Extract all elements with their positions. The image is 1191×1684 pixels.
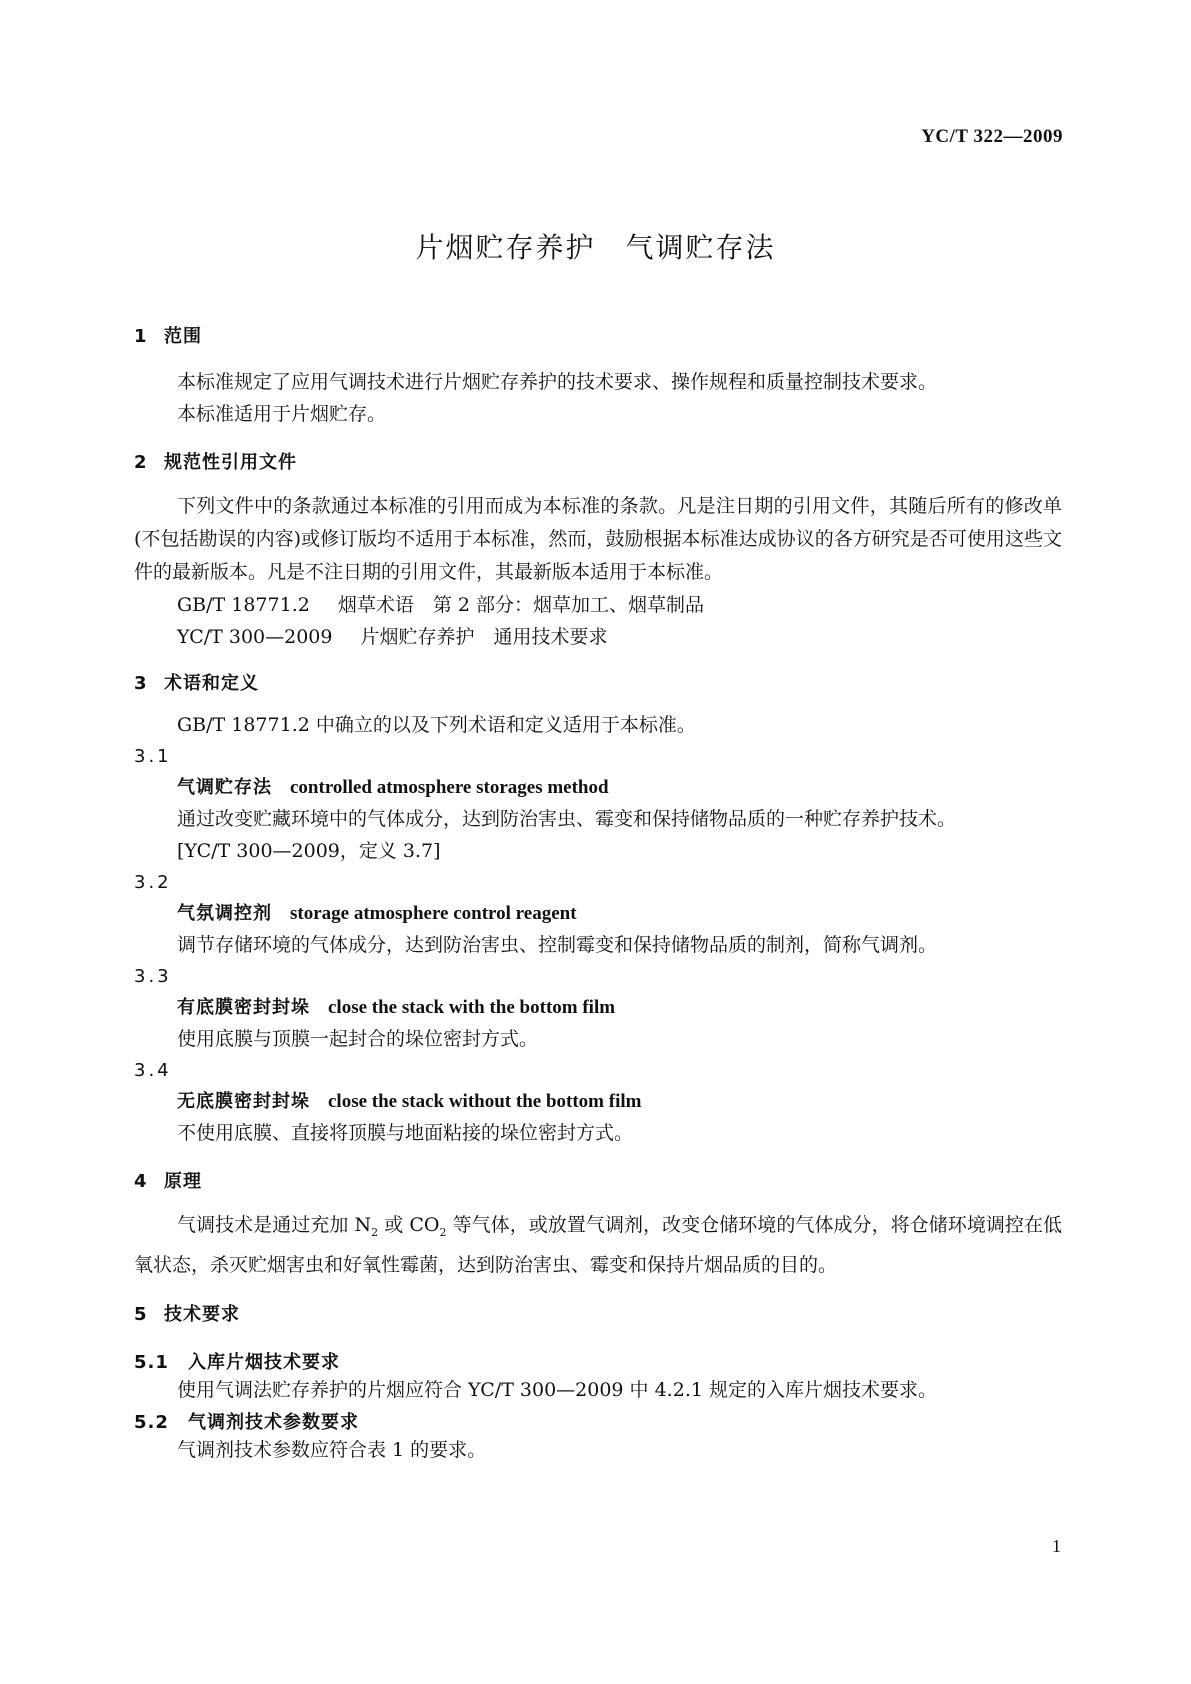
term-definition: 使用底膜与顶膜一起封合的垛位密封方式。 [177,1028,539,1050]
term-zh: 气调贮存法 [177,777,272,798]
term-definition: 通过改变贮藏环境中的气体成分，达到防治害虫、霉变和保持储物品质的一种贮存养护技术。 [177,808,957,830]
subsection-number: 5.1 [134,1351,169,1373]
subsection-text: 使用气调法贮存养护的片烟应符合 YC/T 300—2009 中 4.2.1 规定的入库片烟技术要求。 [177,1378,937,1401]
subsection-number: 5.2 [134,1411,169,1433]
s4-text-c: 等气体，或放置气调剂，改变仓储环境的气体成分，将仓储环境调控在低氧状态，杀灭贮烟害虫和好氧性霉菌，达到防治害虫、霉变和保持片烟品质的目的。 [134,1214,1063,1276]
section-3-heading [134,669,1062,695]
term-number: 3.3 [134,966,172,987]
term-zh: 气氛调控剂 [177,903,272,924]
term-en: storage atmosphere control reagent [290,903,577,924]
s3-intro: GB/T 18771.2 中确立的以及下列术语和定义适用于本标准。 [177,714,696,736]
term-number: 3.2 [134,872,172,893]
title-part-1: 片烟贮存养护 [415,231,596,264]
subscript: 2 [439,1225,447,1239]
s4-paragraph [134,1209,1062,1282]
term-en: close the stack without the bottom film [328,1091,642,1112]
section-number: 2 [134,452,148,473]
section-4-heading [134,1167,1062,1193]
s4-text-b: 或 CO [378,1214,440,1236]
section-number: 4 [134,1171,148,1192]
section-5-heading [134,1300,1062,1326]
subsection-title: 气调剂技术参数要求 [188,1411,359,1433]
section-title: 技术要求 [164,1303,240,1325]
s2-paragraph: 下列文件中的条款通过本标准的引用而成为本标准的条款。凡是注日期的引用文件，其随后所有的修改单(不包括勘误的内容)或修订版均不适用于本标准，然而，鼓励根据本标准达成协议的各方研究是否可使用这些文件的最新版本。凡是不注日期的引用文件，其最新版本适用于本标准。 [134,495,1062,583]
term-zh: 有底膜密封封垛 [177,997,310,1018]
section-title: 术语和定义 [164,673,259,694]
term-en: controlled atmosphere storages method [290,777,609,798]
s1-paragraph-2: 本标准适用于片烟贮存。 [177,403,387,425]
reference-code: GB/T 18771.2 [177,594,310,616]
page-number: 1 [1052,1536,1061,1556]
reference-code: YC/T 300—2009 [177,626,333,648]
term-definition: 调节存储环境的气体成分，达到防治害虫、控制霉变和保持储物品质的制剂，简称气调剂。 [177,934,938,956]
term-heading [134,1086,1062,1117]
section-1-heading [134,322,1062,348]
section-number: 5 [134,1303,148,1325]
title-part-2: 气调贮存法 [625,231,776,264]
term-source: [YC/T 300—2009，定义 3.7] [177,840,441,862]
term-heading [134,898,1062,929]
section-number: 3 [134,673,148,694]
section-title: 范围 [164,326,202,347]
reference-item [134,589,1062,621]
document-body [134,322,1062,1466]
subsection-5-2-heading [134,1408,1062,1434]
document-title [0,226,1191,266]
subsection-5-1-heading [134,1348,1062,1374]
section-2-heading [134,448,1062,474]
reference-title: 片烟贮存养护 通用技术要求 [360,626,608,648]
term-en: close the stack with the bottom film [328,997,616,1018]
section-title: 规范性引用文件 [164,452,297,473]
subsection-text: 气调剂技术参数应符合表 1 的要求。 [177,1438,487,1461]
term-number: 3.1 [134,746,172,767]
term-heading [134,992,1062,1023]
term-definition: 不使用底膜、直接将顶膜与地面粘接的垛位密封方式。 [177,1122,634,1144]
reference-title: 烟草术语 第 2 部分：烟草加工、烟草制品 [337,594,704,616]
section-title: 原理 [164,1171,202,1192]
term-number: 3.4 [134,1060,172,1081]
section-number: 1 [134,326,148,347]
reference-item [134,621,1062,653]
subscript: 2 [371,1225,379,1239]
s1-paragraph-1: 本标准规定了应用气调技术进行片烟贮存养护的技术要求、操作规程和质量控制技术要求。 [177,371,938,393]
subsection-title: 入库片烟技术要求 [188,1351,340,1373]
standard-code: YC/T 322—2009 [921,126,1063,147]
term-zh: 无底膜密封封垛 [177,1091,310,1112]
term-heading [134,772,1062,803]
s4-text-a: 气调技术是通过充加 N [177,1214,372,1236]
